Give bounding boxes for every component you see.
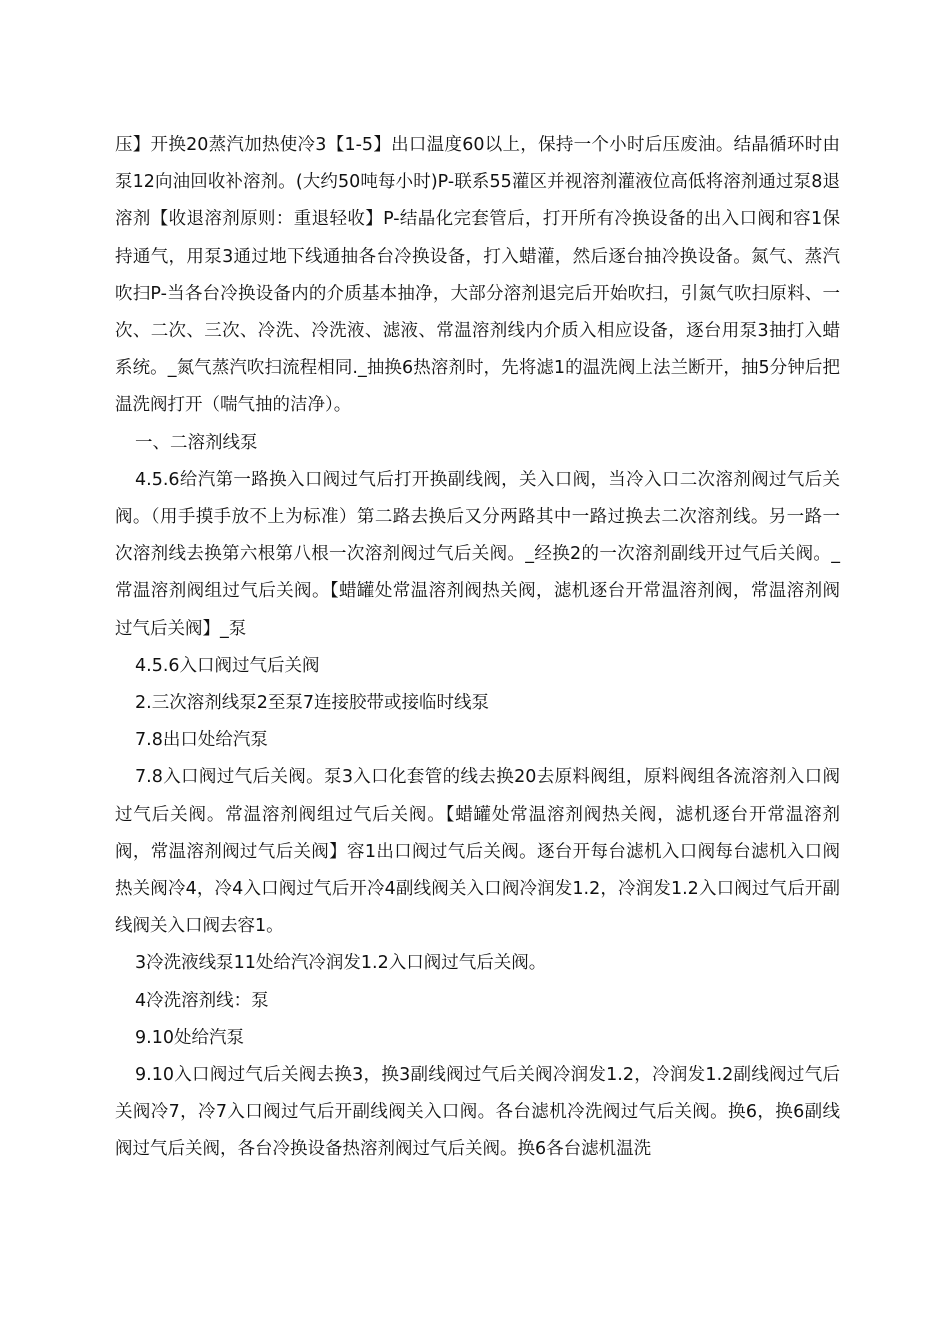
paragraph-1: 压】开换20蒸汽加热使冷3【1-5】出口温度60以上，保持一个小时后压废油。结晶循环时由泵12向油回收补溶剂。(大约50吨每小时)P-联系55灌区并视溶剂灌液位高低将溶剂通过泵8退溶剂【收退溶剂原则：重退轻收】P-结晶化完套管后，打开所有冷换设备的出入口阀和容1保持通气，用泵3通过地下线通抽各台冷换设备，打入蜡灌，然后逐台抽冷换设备。氮气、蒸汽吹扫P-当各台冷换设备内的介质基本抽净，大部分溶剂退完后开始吹扫，引氮气吹扫原料、一次、二次、三次、冷洗、冷洗液、滤液、常温溶剂线内介质入相应设备，逐台用泵3抽打入蜡系统。_氮气蒸汽吹扫流程相同._抽换6热溶剂时，先将滤1的温洗阀上法兰断开，抽5分钟后把温洗阀打开（喘气抽的洁净）。 bbox=[115, 135, 840, 416]
paragraph-3: 4.5.6给汽第一路换入口阀过气后打开换副线阀，关入口阀，当冷入口二次溶剂阀过气后关阀。（用手摸手放不上为标准）第二路去换后又分两路其中一路过换去二次溶剂线。另一路一次溶剂线去换第六根第八根一次溶剂阀过气后关阀。_经换2的一次溶剂副线开过气后关阀。_常温溶剂阀组过气后关阀。【蜡罐处常温溶剂阀热关阀，滤机逐台开常温溶剂阀，常温溶剂阀过气后关阀】_泵 bbox=[115, 469, 840, 639]
paragraph-5: 2.三次溶剂线泵2至泵7连接胶带或接临时线泵 bbox=[135, 693, 489, 714]
paragraph-8: 3冷洗液线泵11处给汽冷润发1.2入口阀过气后关阀。 bbox=[135, 953, 547, 974]
paragraph-9: 4冷洗溶剂线：泵 bbox=[135, 990, 269, 1011]
paragraph-11: 9.10入口阀过气后关阀去换3，换3副线阀过气后关阀冷润发1.2，冷润发1.2副线阀过气后关阀冷7，冷7入口阀过气后开副线阀关入口阀。各台滤机冷洗阀过气后关阀。换6，换6副线阀过气后关阀，各台冷换设备热溶剂阀过气后关阀。换6各台滤机温洗 bbox=[115, 1065, 840, 1160]
paragraph-7: 7.8入口阀过气后关阀。泵3入口化套管的线去换20去原料阀组，原料阀组各流溶剂入口阀过气后关阀。常温溶剂阀组过气后关阀。【蜡罐处常温溶剂阀热关阀，滤机逐台开常温溶剂阀，常温溶剂阀过气后关阀】容1出口阀过气后关阀。逐台开每台滤机入口阀每台滤机入口阀热关阀冷4，冷4入口阀过气后开冷4副线阀关入口阀冷润发1.2，冷润发1.2入口阀过气后开副线阀关入口阀去容1。 bbox=[115, 767, 840, 937]
document-body bbox=[115, 127, 840, 1169]
section-heading-solvent-pump-1-2: 一、二溶剂线泵 bbox=[135, 432, 258, 453]
paragraph-4: 4.5.6入口阀过气后关阀 bbox=[135, 655, 320, 676]
paragraph-10: 9.10处给汽泵 bbox=[135, 1027, 244, 1048]
paragraph-6: 7.8出口处给汽泵 bbox=[135, 730, 268, 751]
